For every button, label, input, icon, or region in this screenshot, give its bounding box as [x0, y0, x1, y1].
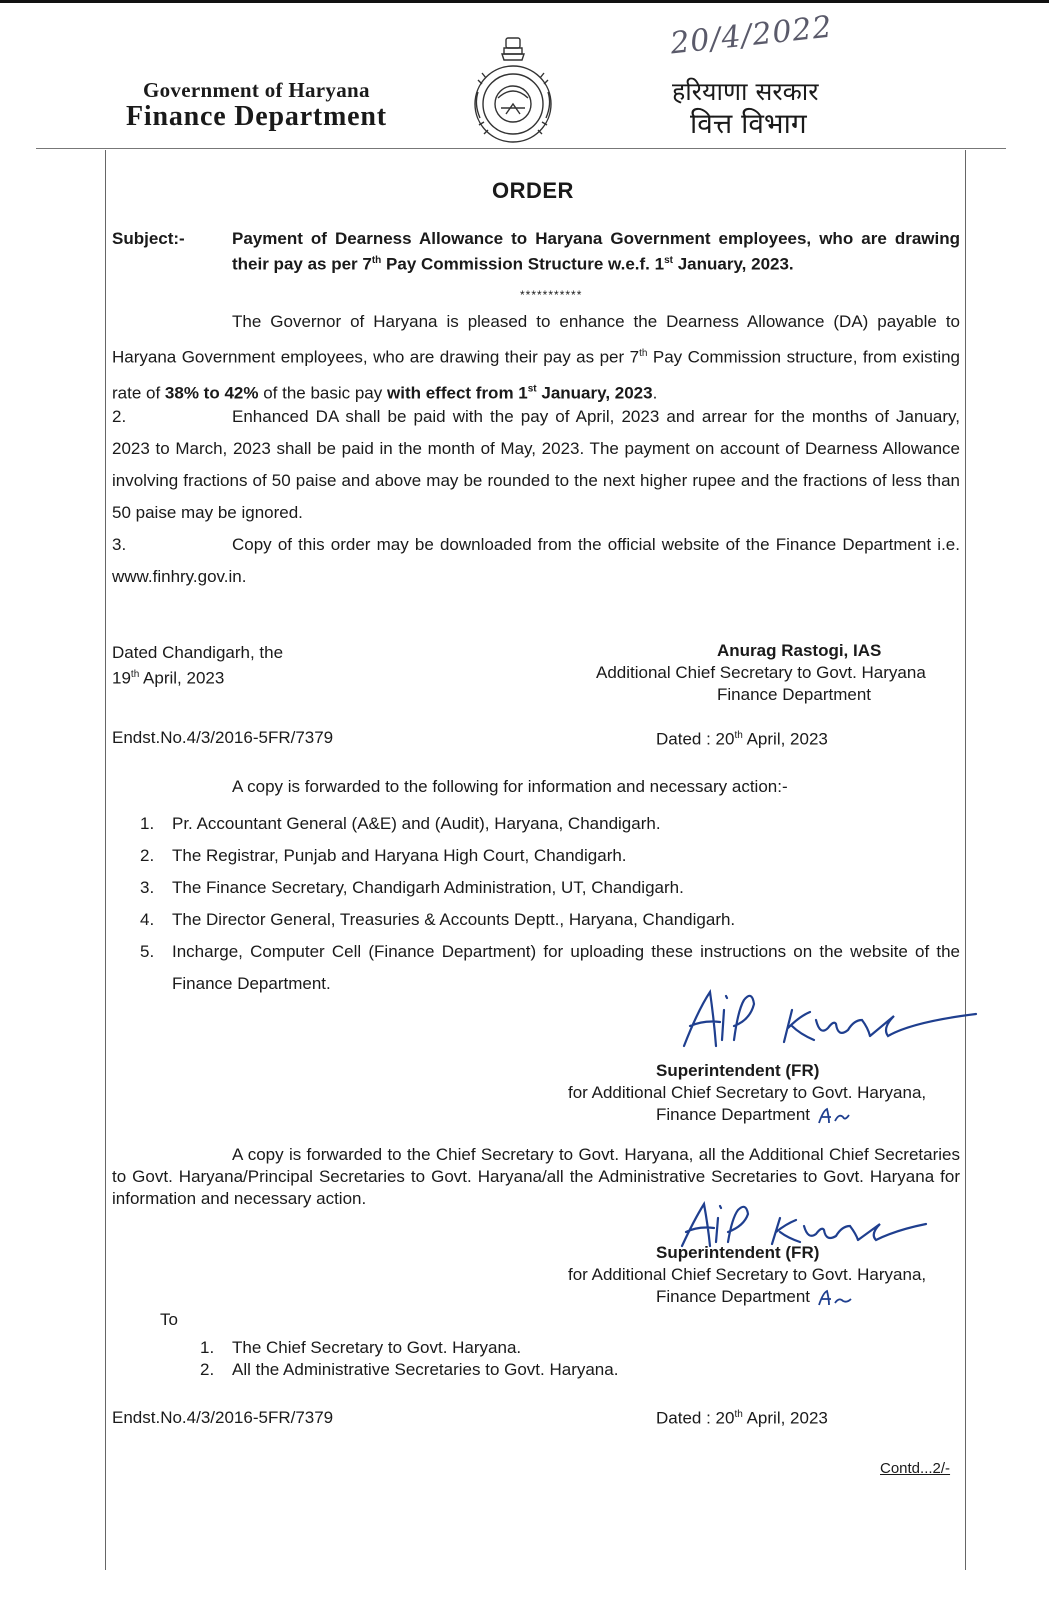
to-list — [200, 1337, 800, 1381]
signature-block-1 — [568, 1060, 962, 1126]
handwritten-date: 20/4/2022 — [668, 9, 835, 62]
list-item: 5. Incharge, Computer Cell (Finance Department) for uploading these instructions on the website of the Finance Department. — [140, 942, 960, 993]
endst-date: Dated : 20th April, 2023 — [656, 729, 828, 749]
paragraph-2: 2. Enhanced DA shall be paid with the pay of April, 2023 and arrear for the months of January, 2023 to March, 2023 shall be paid in the month of May, 2023. The payment on account of Dearness Allowance involving fractions of 50 paise and above may be rounded to the next higher rupee and the fractions of less than 50 paise may be ignored. — [112, 407, 960, 522]
subject-label: Subject:- — [112, 229, 185, 248]
header-department-name-hindi: वित्त विभाग — [690, 107, 807, 140]
initials-2-icon — [815, 1289, 855, 1307]
haryana-emblem-icon — [468, 32, 558, 152]
signatory-block — [596, 640, 956, 706]
sig1-for: for Additional Chief Secretary to Govt. Haryana, — [568, 1083, 927, 1102]
header-divider — [36, 148, 1006, 149]
sig2-title: Superintendent (FR) — [656, 1243, 820, 1262]
sig2-dept: Finance Department — [568, 1286, 962, 1308]
recipient-list — [140, 808, 960, 1000]
header-government-name-hindi: हरियाणा सरकार — [672, 77, 819, 106]
signatory-dept: Finance Department — [717, 685, 872, 704]
right-margin-line — [965, 150, 966, 1570]
forward-to-chief-secretary: A copy is forwarded to the Chief Secretary to Govt. Haryana, all the Additional Chief Secretaries to Govt. Haryana/Principal Secretaries to Govt. Haryana/all the Administrative Secretaries to Govt. Haryana for information and necessary action. — [112, 1145, 960, 1208]
initials-1-icon — [815, 1107, 855, 1125]
endst-number: Endst.No.4/3/2016-5FR/7379 — [112, 728, 334, 747]
page-top-border — [0, 0, 1049, 3]
dated-place: Dated Chandigarh, the 19th April, 2023 — [112, 643, 284, 688]
left-margin-line — [105, 150, 106, 1570]
header-department-name: Finance Department — [126, 101, 387, 132]
list-item: 1. Pr. Accountant General (A&E) and (Audit), Haryana, Chandigarh. — [140, 814, 661, 833]
signature-1 — [676, 980, 986, 1056]
endst-date-2: Dated : 20th April, 2023 — [656, 1408, 828, 1428]
paragraph-3: 3. Copy of this order may be downloaded from the official website of the Finance Department i.e. www.finhry.gov.in. — [112, 535, 960, 586]
list-item: 2. All the Administrative Secretaries to Govt. Haryana. — [200, 1360, 619, 1379]
sig1-dept: Finance Department — [568, 1104, 962, 1126]
paragraph-1: The Governor of Haryana is pleased to enhance the Dearness Allowance (DA) payable to Haryana Government employees, who are drawing their pay as per 7th Pay Commission structure, from existing rate of 38% to 42% of the basic pay with effect from 1st January, 2023. — [112, 312, 960, 403]
sig1-title: Superintendent (FR) — [656, 1061, 820, 1080]
to-label: To — [160, 1310, 178, 1329]
sig2-for: for Additional Chief Secretary to Govt. Haryana, — [568, 1265, 927, 1284]
order-title: ORDER — [492, 178, 574, 203]
list-item: 2. The Registrar, Punjab and Haryana High Court, Chandigarh. — [140, 846, 627, 865]
signature-block-2 — [568, 1242, 962, 1308]
forward-intro: A copy is forwarded to the following for information and necessary action:- — [232, 777, 788, 796]
endst-number-2: Endst.No.4/3/2016-5FR/7379 — [112, 1408, 334, 1427]
header-government-name: Government of Haryana — [143, 78, 370, 102]
signatory-name: Anurag Rastogi, IAS — [717, 641, 882, 660]
list-item: 1. The Chief Secretary to Govt. Haryana. — [200, 1338, 522, 1357]
list-item: 4. The Director General, Treasuries & Accounts Deptt., Haryana, Chandigarh. — [140, 910, 736, 929]
signatory-title: Additional Chief Secretary to Govt. Haryana — [596, 663, 926, 682]
list-item: 3. The Finance Secretary, Chandigarh Administration, UT, Chandigarh. — [140, 878, 684, 897]
subject-text: Payment of Dearness Allowance to Haryana Government employees, who are drawing their pay as per 7th Pay Commission Structure w.e.f. 1st January, 2023. — [232, 229, 960, 274]
continued-marker: Contd...2/- — [880, 1460, 951, 1477]
separator-stars: *********** — [520, 288, 583, 302]
